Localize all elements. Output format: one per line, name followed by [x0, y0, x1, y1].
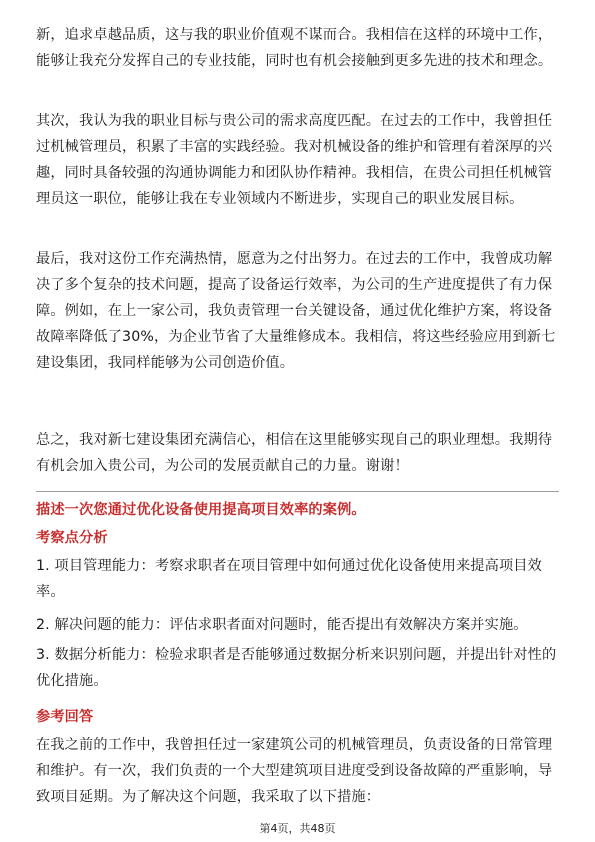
paragraph-1: 新，追求卓越品质，这与我的职业价值观不谋而合。我相信在这样的环境中工作，能够让我充分发挥自己的专业技能，同时也有机会接触到更多先进的技术和理念。	[36, 27, 553, 69]
paragraph-4: 总之，我对新七建设集团充满信心，相信在这里能够实现自己的职业理想。我期待有机会加入贵公司，为公司的发展贡献自己的力量。谢谢！	[36, 432, 553, 474]
page-number-footer: 第4页，共48页	[259, 822, 336, 835]
analysis-heading: 考察点分析	[36, 530, 108, 546]
paragraph-3: 最后，我对这份工作充满热情，愿意为之付出努力。在过去的工作中，我曾成功解决了多个复杂的技术问题，提高了设备运行效率，为公司的生产进度提供了有力保障。例如，在上一家公司，我负责管理一台关键设备，通过优化维护方案，将设备故障率降低了30%，为企业节省了大量维修成本。我相信，将这些经验应用到新七建设集团，我同样能够为公司创造价值。	[36, 251, 556, 371]
answer-heading: 参考回答	[36, 709, 94, 725]
analysis-point-2: 2. 解决问题的能力：评估求职者面对问题时，能否提出有效解决方案并实施。	[36, 617, 528, 633]
paragraph-2: 其次，我认为我的职业目标与贵公司的需求高度匹配。在过去的工作中，我曾担任过机械管理员，积累了丰富的实践经验。我对机械设备的维护和管理有着深厚的兴趣，同时具备较强的沟通协调能力和团队协作精神。我相信，在贵公司担任机械管理员这一职位，能够让我在专业领域内不断进步，实现自己的职业发展目标。	[36, 113, 553, 207]
answer-text: 在我之前的工作中，我曾担任过一家建筑公司的机械管理员，负责设备的日常管理和维护。有一次，我们负责的一个大型建筑项目进度受到设备故障的严重影响，导致项目延期。为了解决这个问题，我采取了以下措施：	[36, 737, 553, 805]
section-divider	[36, 491, 559, 492]
question-title: 描述一次您通过优化设备使用提高项目效率的案例。	[36, 502, 366, 518]
analysis-point-1: 1. 项目管理能力：考察求职者在项目管理中如何通过优化设备使用来提高项目效率。	[36, 558, 542, 600]
analysis-point-3: 3. 数据分析能力：检验求职者是否能够通过数据分析来识别问题，并提出针对性的优化措施。	[36, 647, 557, 689]
